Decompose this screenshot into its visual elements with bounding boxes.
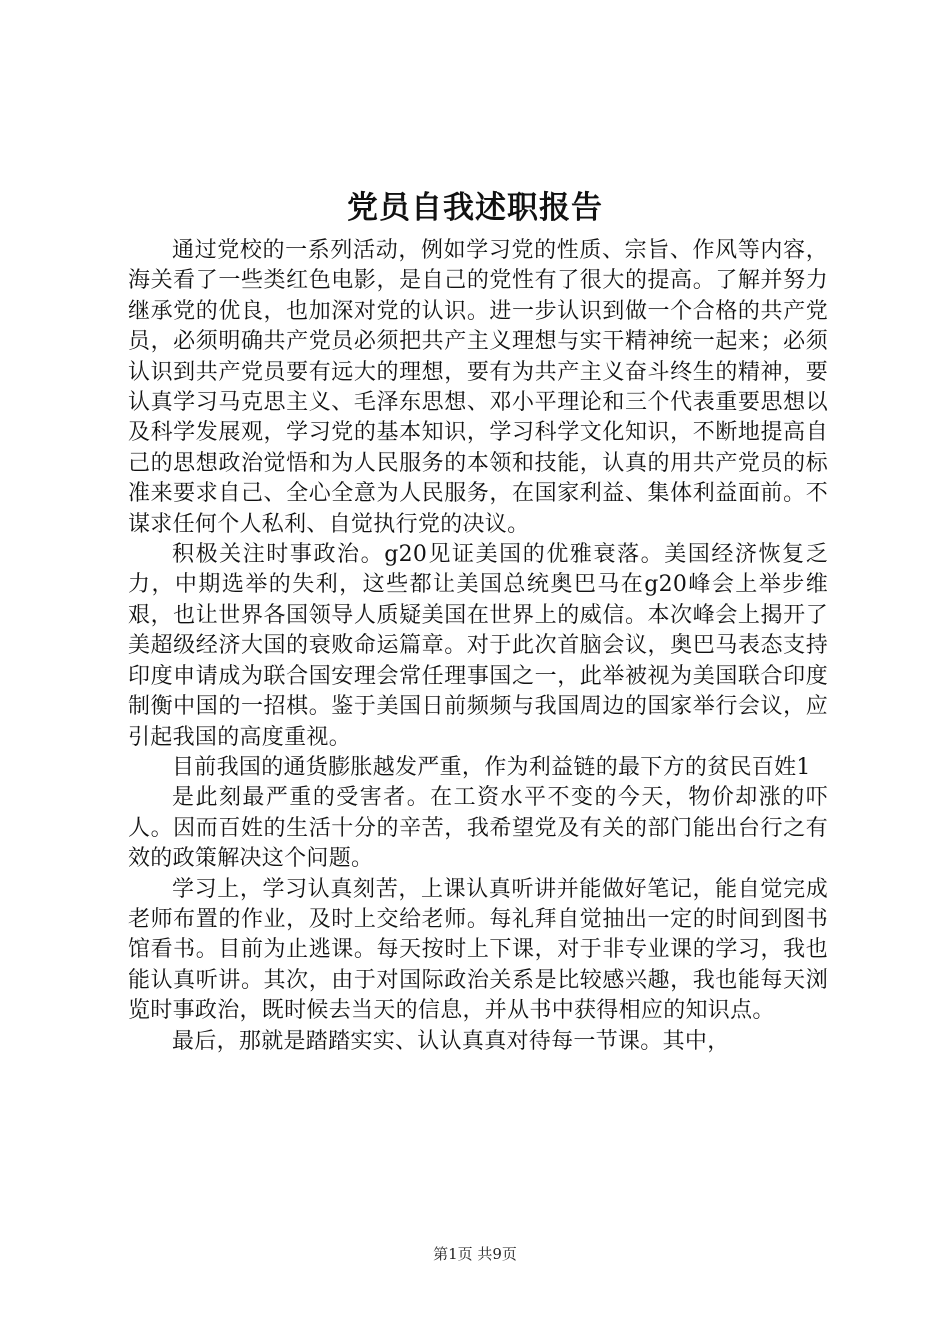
paragraph-3: 目前我国的通货膨胀越发严重，作为利益链的最下方的贫民百姓1 <box>172 754 811 780</box>
page-footer: 第1页 共9页 <box>433 1245 517 1263</box>
document-body <box>128 236 828 1057</box>
document-title: 党员自我述职报告 <box>347 190 603 226</box>
paragraph-4: 是此刻最严重的受害者。在工资水平不变的今天，物价却涨的吓人。因而百姓的生活十分的辛苦，我希望党及有关的部门能出台行之有效的政策解决这个问题。 <box>128 785 828 872</box>
paragraph-2: 积极关注时事政治。g20见证美国的优雅衰落。美国经济恢复乏力，中期选举的失利，这些都让美国总统奥巴马在g20峰会上举步维艰，也让世界各国领导人质疑美国在世界上的威信。本次峰会上揭开了美超级经济大国的衰败命运篇章。对于此次首脑会议，奥巴马表态支持印度申请成为联合国安理会常任理事国之一，此举被视为美国联合印度制衡中国的一招棋。鉴于美国日前频频与我国周边的国家举行会议，应引起我国的高度重视。 <box>128 542 828 750</box>
paragraph-6: 最后，那就是踏踏实实、认认真真对待每一节课。其中， <box>172 1028 730 1054</box>
paragraph-1: 通过党校的一系列活动，例如学习党的性质、宗旨、作风等内容，海关看了一些类红色电影，是自己的党性有了很大的提高。了解并努力继承党的优良，也加深对党的认识。进一步认识到做一个合格的共产党员，必须明确共产党员必须把共产主义理想与实干精神统一起来；必须认识到共产党员要有远大的理想，要有为共产主义奋斗终生的精神，要认真学习马克思主义、毛泽东思想、邓小平理论和三个代表重要思想以及科学发展观，学习党的基本知识，学习科学文化知识，不断地提高自己的思想政治觉悟和为人民服务的本领和技能，认真的用共产党员的标准来要求自己、全心全意为人民服务，在国家利益、集体利益面前。不谋求任何个人私利、自觉执行党的决议。 <box>128 238 828 537</box>
paragraph-5: 学习上，学习认真刻苦，上课认真听讲并能做好笔记，能自觉完成老师布置的作业，及时上交给老师。每礼拜自觉抽出一定的时间到图书馆看书。目前为止逃课。每天按时上下课，对于非专业课的学习，我也能认真听讲。其次，由于对国际政治关系是比较感兴趣，我也能每天浏览时事政治，既时候去当天的信息，并从书中获得相应的知识点。 <box>128 876 828 1024</box>
